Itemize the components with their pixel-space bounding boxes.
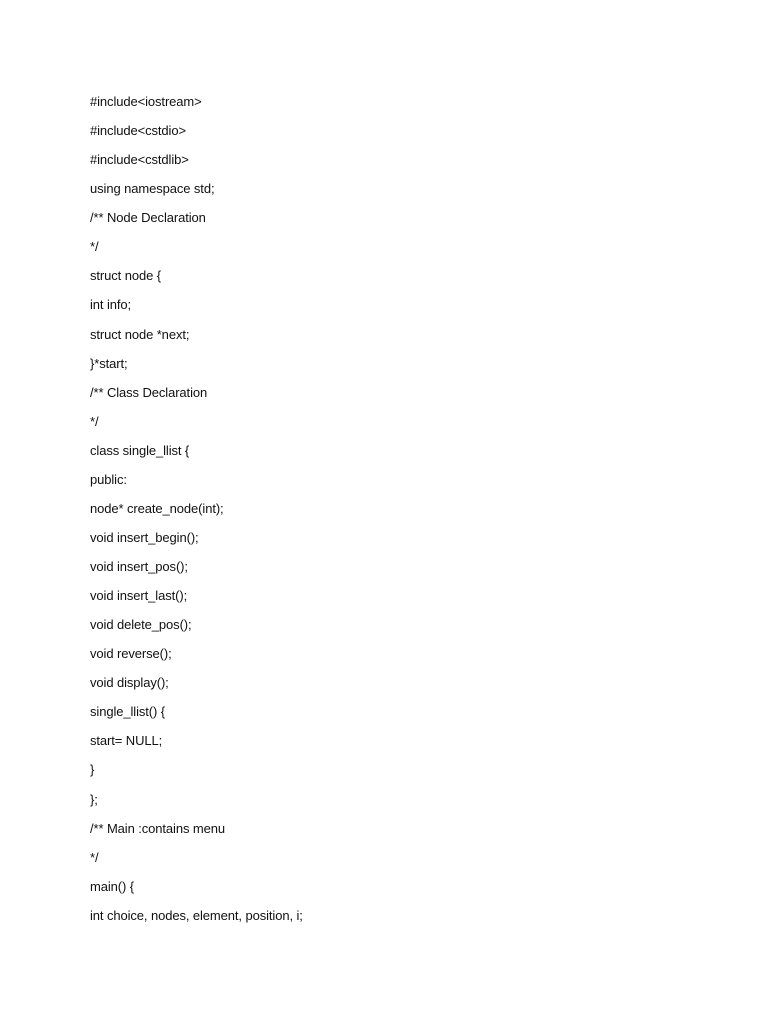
code-line: class single_llist { xyxy=(90,442,190,458)
code-line: main() { xyxy=(90,878,134,894)
code-line: #include<iostream> xyxy=(90,94,202,109)
code-line: single_llist() { xyxy=(90,704,165,720)
code-line: void reverse(); xyxy=(90,646,172,662)
code-line: /** Main :contains menu xyxy=(90,820,225,836)
code-line: void display(); xyxy=(90,675,169,691)
code-line: } xyxy=(90,762,95,778)
code-line: /** Node Declaration xyxy=(90,210,206,226)
code-line: }*start; xyxy=(90,355,128,371)
code-line: public: xyxy=(90,471,127,487)
code-line: void delete_pos(); xyxy=(90,617,192,633)
code-line: struct node { xyxy=(90,268,161,284)
code-line: void insert_pos(); xyxy=(90,559,188,574)
code-line: #include<cstdlib> xyxy=(90,152,189,168)
code-line: void insert_begin(); xyxy=(90,529,199,545)
code-line: */ xyxy=(90,413,99,429)
code-line: int info; xyxy=(90,297,132,313)
code-line: struct node *next; xyxy=(90,326,190,342)
code-block xyxy=(90,92,303,935)
code-line: void insert_last(); xyxy=(90,588,188,604)
code-line: int choice, nodes, element, position, i; xyxy=(90,907,303,923)
code-line: }; xyxy=(90,791,98,807)
code-line: */ xyxy=(90,239,99,255)
code-line: using namespace std; xyxy=(90,181,215,197)
code-line: start= NULL; xyxy=(90,733,163,749)
code-line: #include<cstdio> xyxy=(90,123,186,139)
code-line: node* create_node(int); xyxy=(90,500,224,516)
code-line: */ xyxy=(90,849,99,865)
code-line: /** Class Declaration xyxy=(90,384,208,400)
